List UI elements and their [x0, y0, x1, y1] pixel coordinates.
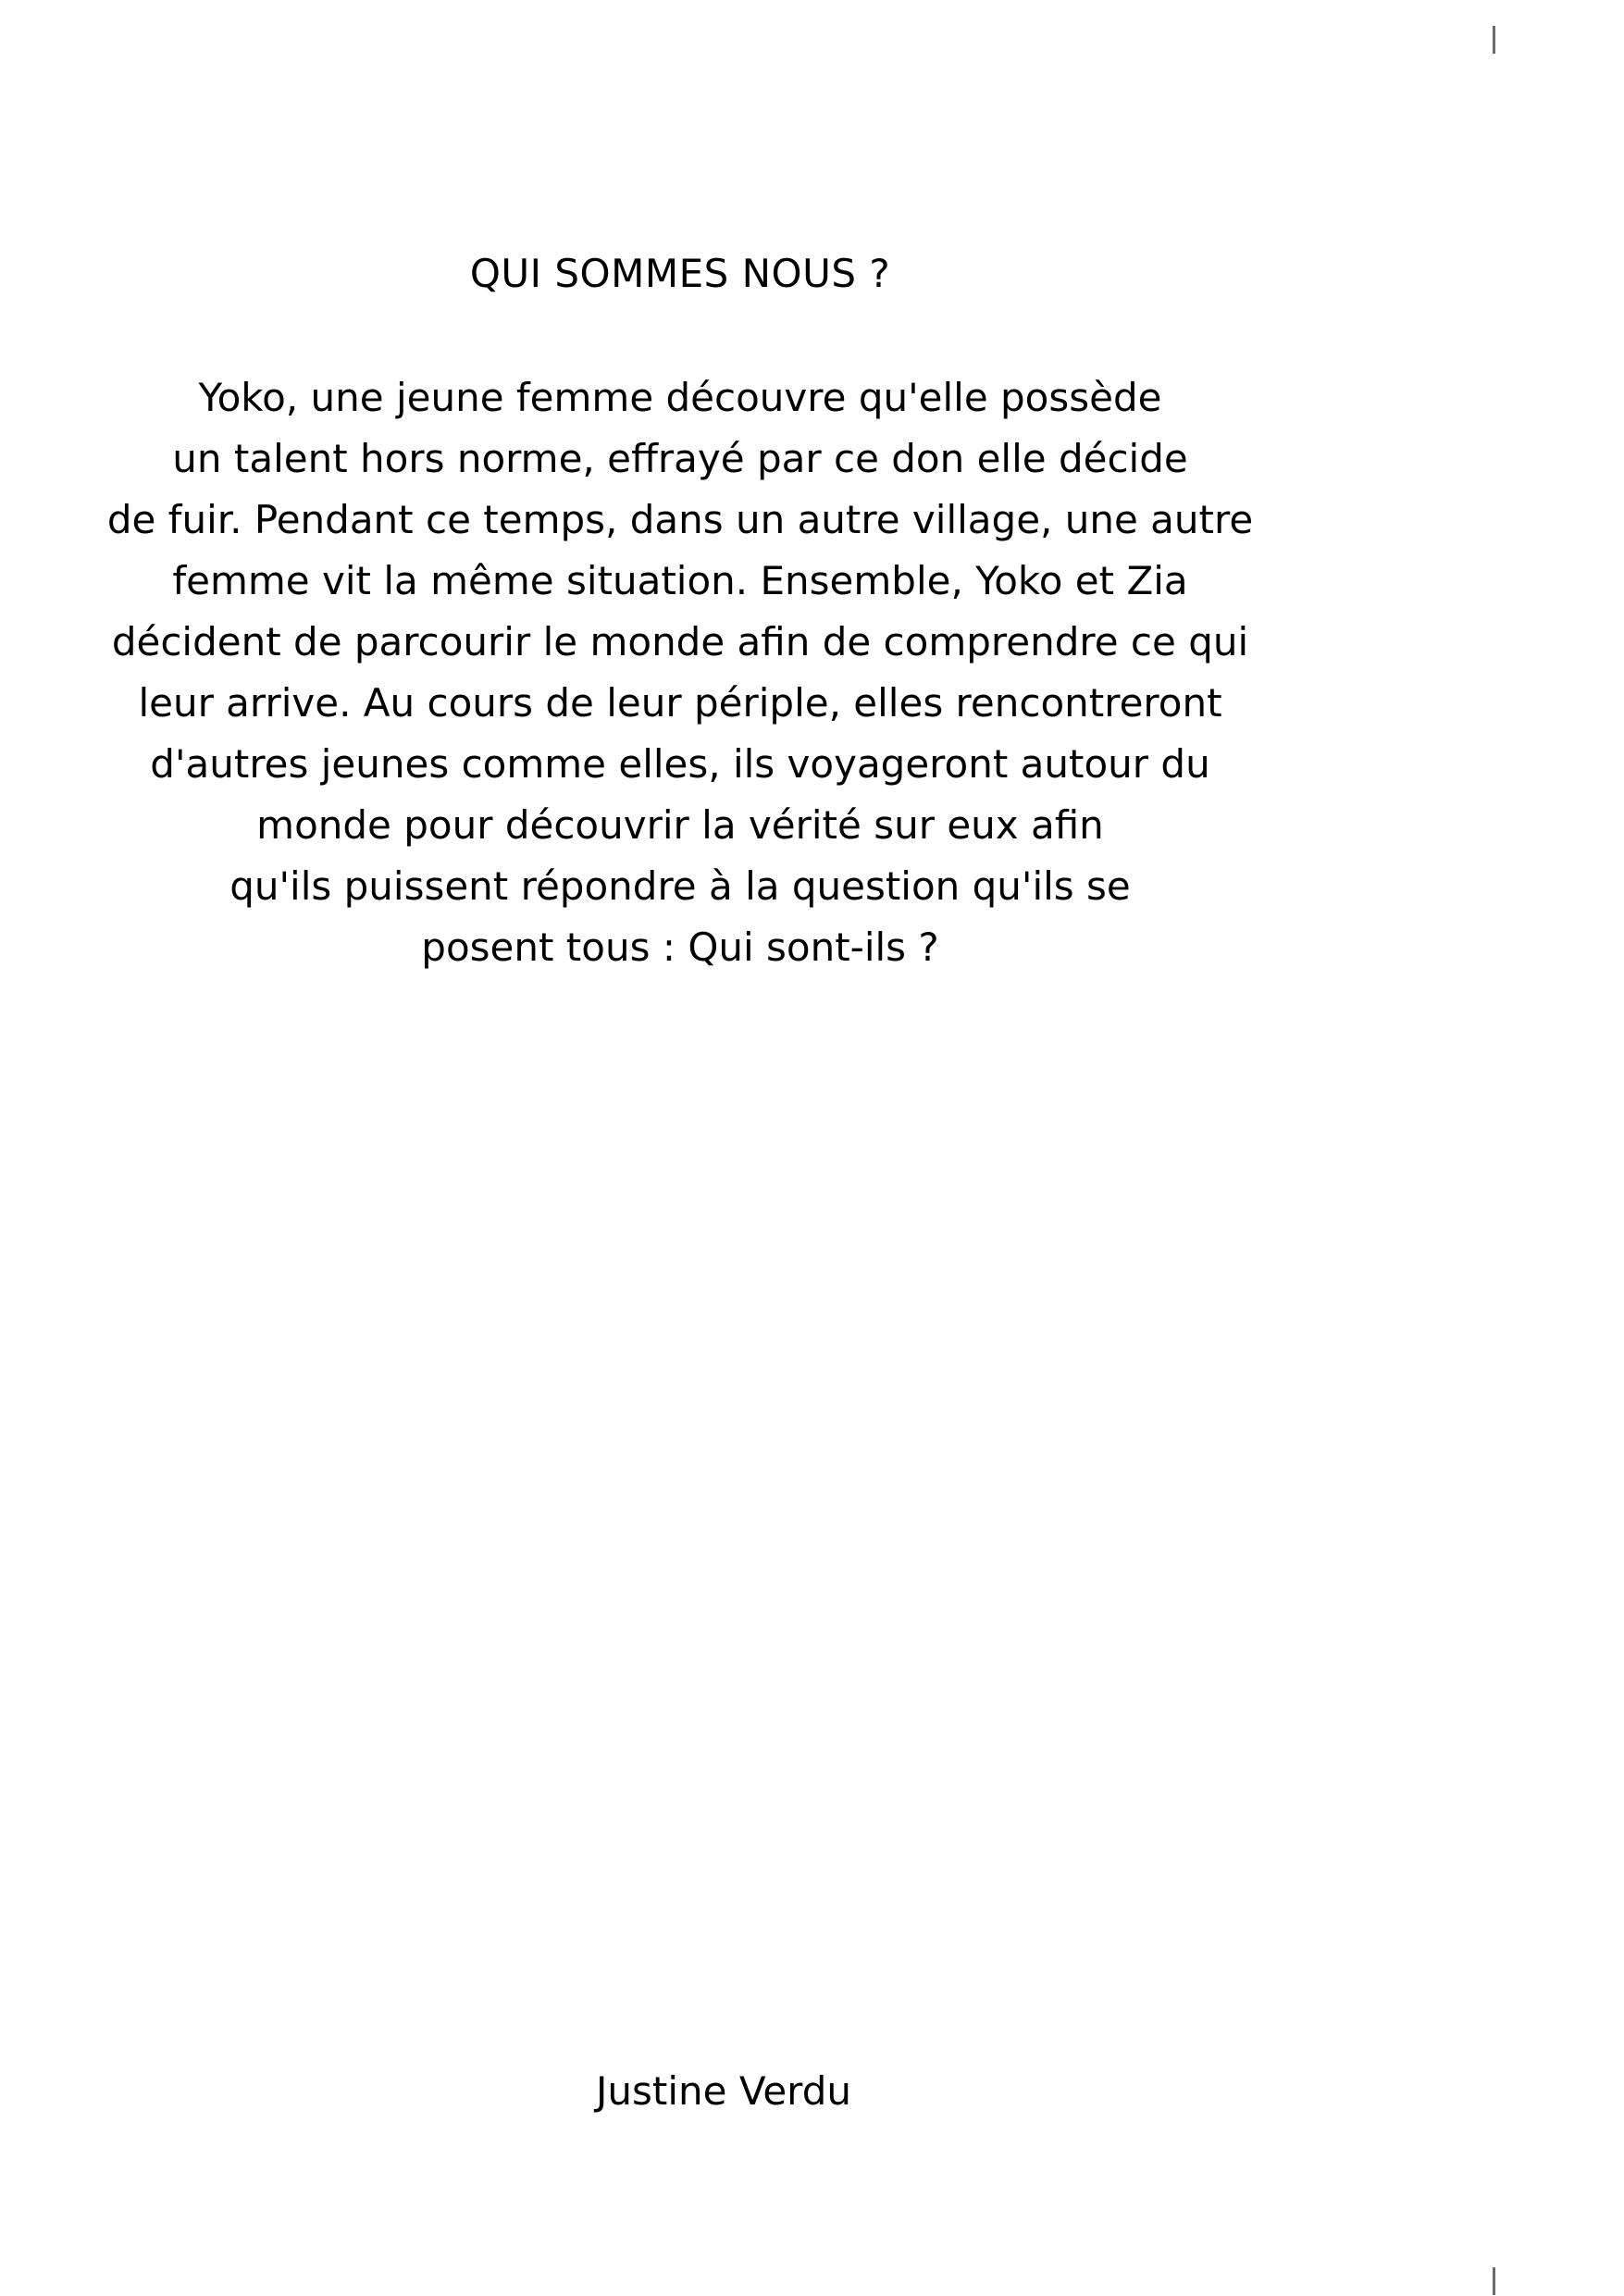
- crop-mark-bottom: [1493, 2267, 1495, 2295]
- synopsis-line: d'autres jeunes comme elles, ils voyageront autour du: [150, 741, 1210, 787]
- synopsis-line: femme vit la même situation. Ensemble, Yoko et Zia: [172, 558, 1188, 603]
- synopsis-line: décident de parcourir le monde afin de comprendre ce qui: [111, 619, 1249, 664]
- synopsis-line: un talent hors norme, effrayé par ce don elle décide: [172, 436, 1188, 481]
- synopsis-line: de fuir. Pendant ce temps, dans un autre village, une autre: [106, 497, 1254, 542]
- crop-mark-top: [1493, 26, 1495, 54]
- page-title: QUI SOMMES NOUS ?: [469, 251, 891, 296]
- author-name: Justine Verdu: [596, 2068, 851, 2114]
- synopsis-paragraph: [0, 367, 1360, 978]
- synopsis-line: Yoko, une jeune femme découvre qu'elle possède: [198, 375, 1162, 420]
- synopsis-line: leur arrive. Au cours de leur périple, elles rencontreront: [138, 680, 1222, 726]
- synopsis-line: posent tous : Qui sont-ils ?: [421, 925, 939, 970]
- synopsis-line: monde pour découvrir la vérité sur eux afin: [256, 802, 1104, 848]
- synopsis-line: qu'ils puissent répondre à la question qu'ils se: [229, 863, 1131, 909]
